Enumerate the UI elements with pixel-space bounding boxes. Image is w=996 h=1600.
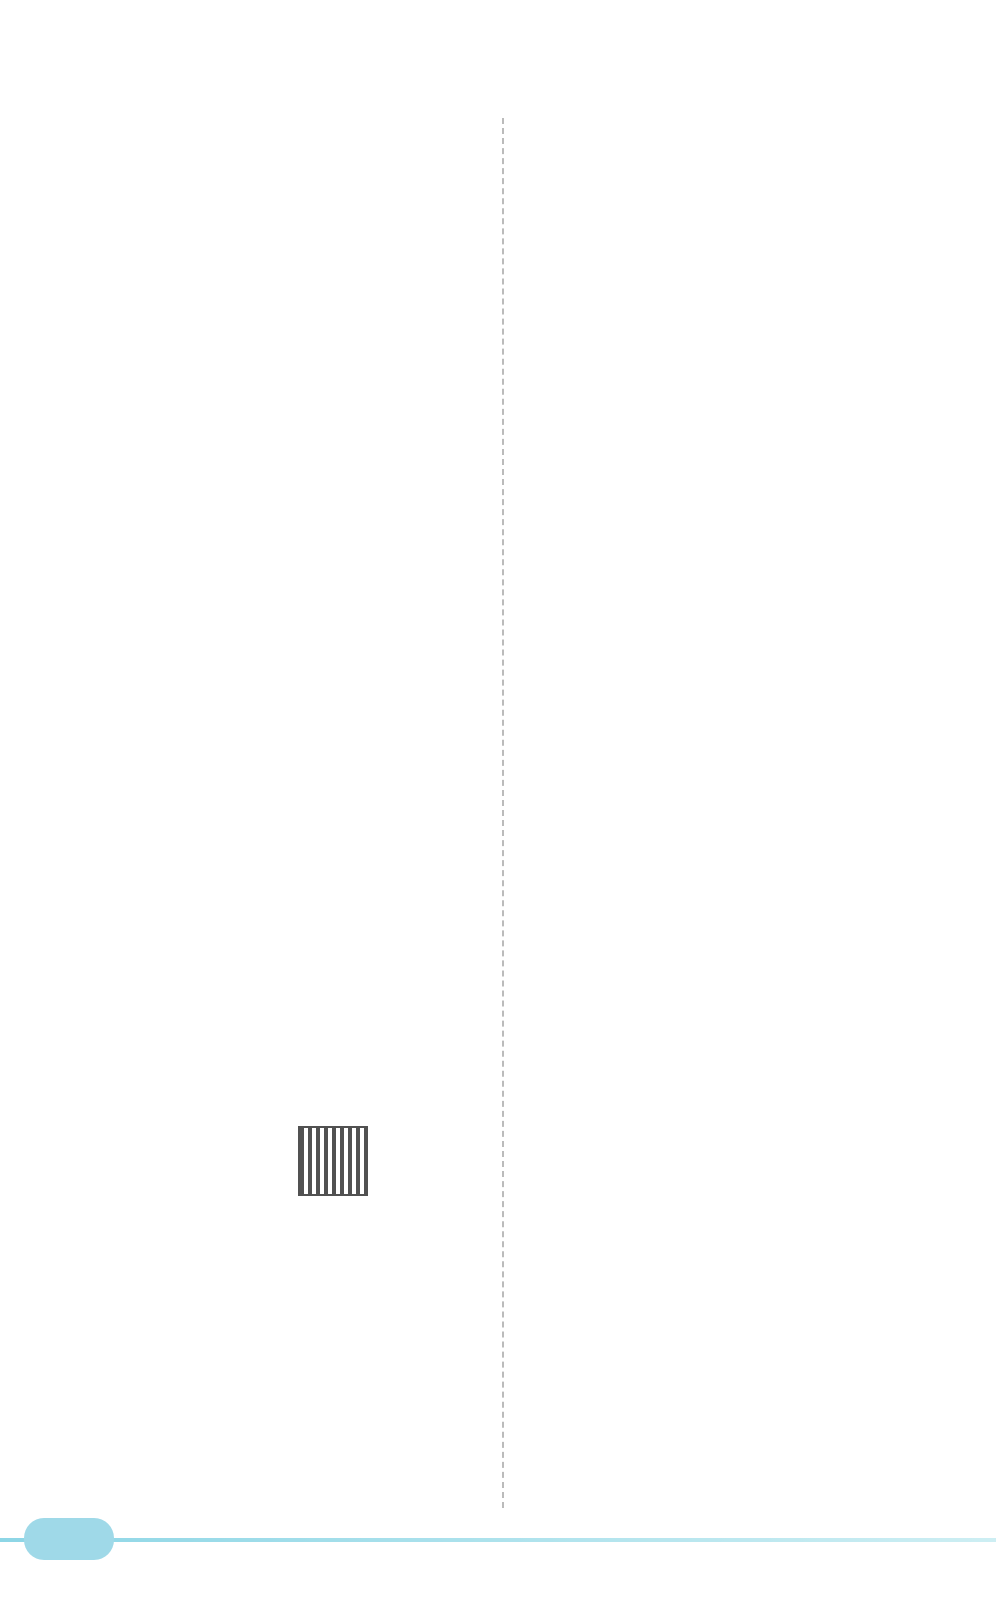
footer-bar — [0, 1538, 996, 1542]
qr-code-icon[interactable] — [298, 1126, 368, 1196]
page-number — [24, 1518, 114, 1560]
column-divider — [502, 118, 504, 1508]
